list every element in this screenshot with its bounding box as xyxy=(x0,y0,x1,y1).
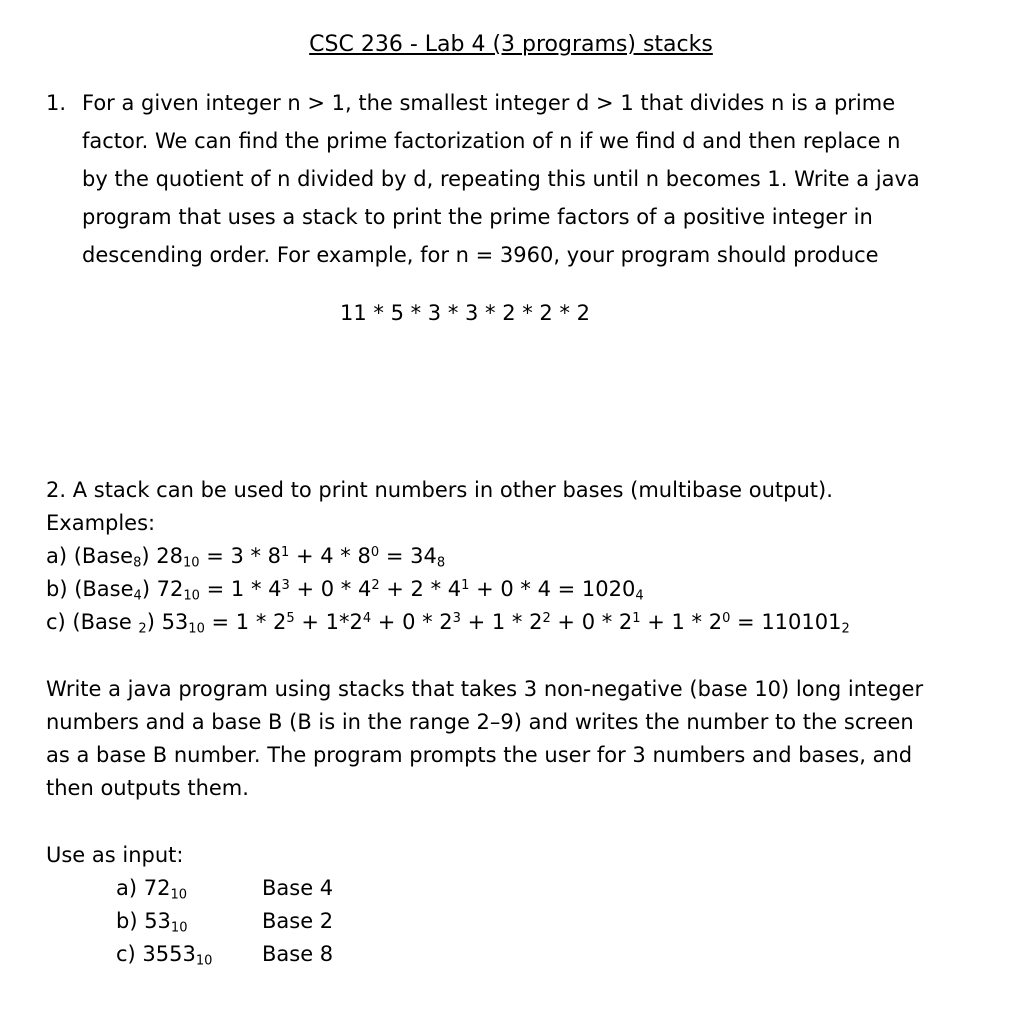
problem-2-intro: 2. A stack can be used to print numbers in other bases (multibase output). xyxy=(46,478,833,502)
problem-1-number: 1. xyxy=(46,91,67,115)
example-b: b) (Base$_4$) $72_{10} = 1 * 4^3 + 0 * 4^2 + 2 * 4^1 + 0 * 4 = 1020_4$ xyxy=(46,577,644,604)
input-value-c: c) $3553_{10}$ xyxy=(116,942,213,969)
problem-1-line: For a given integer n > 1, the smallest integer d > 1 that divides n is a prime xyxy=(82,91,896,115)
input-base-c: Base 8 xyxy=(262,942,334,966)
input-label: Use as input: xyxy=(46,843,184,867)
input-base-b: Base 2 xyxy=(262,909,334,933)
paragraph-line: numbers and a base B (B is in the range 2–9) and writes the number to the screen xyxy=(46,710,914,734)
input-base-a: Base 4 xyxy=(262,876,334,900)
problem-1-line: factor. We can find the prime factorization of n if we find d and then replace n xyxy=(82,129,901,153)
problem-1-line: descending order. For example, for n = 3960, your program should produce xyxy=(82,243,879,267)
input-value-a: a) $72_{10}$ xyxy=(116,876,188,903)
page-title: CSC 236 - Lab 4 (3 programs) stacks xyxy=(309,32,713,57)
example-output: 11 * 5 * 3 * 3 * 2 * 2 * 2 xyxy=(340,301,590,325)
problem-1-line: program that uses a stack to print the prime factors of a positive integer in xyxy=(82,205,873,229)
paragraph-line: Write a java program using stacks that takes 3 non-negative (base 10) long integer xyxy=(46,677,924,701)
example-a: a) (Base$_8$) $28_{10} = 3 * 8^1 + 4 * 8^0 = 34_8$ xyxy=(46,544,446,571)
problem-1-line: by the quotient of n divided by d, repeating this until n becomes 1. Write a java xyxy=(82,167,920,191)
paragraph-line: as a base B number. The program prompts the user for 3 numbers and bases, and xyxy=(46,743,913,767)
example-c: c) (Base $_2$) $53_{10} = 1 * 2^5 + 1*2^4 + 0 * 2^3 + 1 * 2^2 + 0 * 2^1 + 1 * 2^0 = 110101_2$ xyxy=(46,610,850,637)
paragraph-line: then outputs them. xyxy=(46,776,249,800)
examples-label: Examples: xyxy=(46,511,156,535)
input-value-b: b) $53_{10}$ xyxy=(116,909,188,936)
